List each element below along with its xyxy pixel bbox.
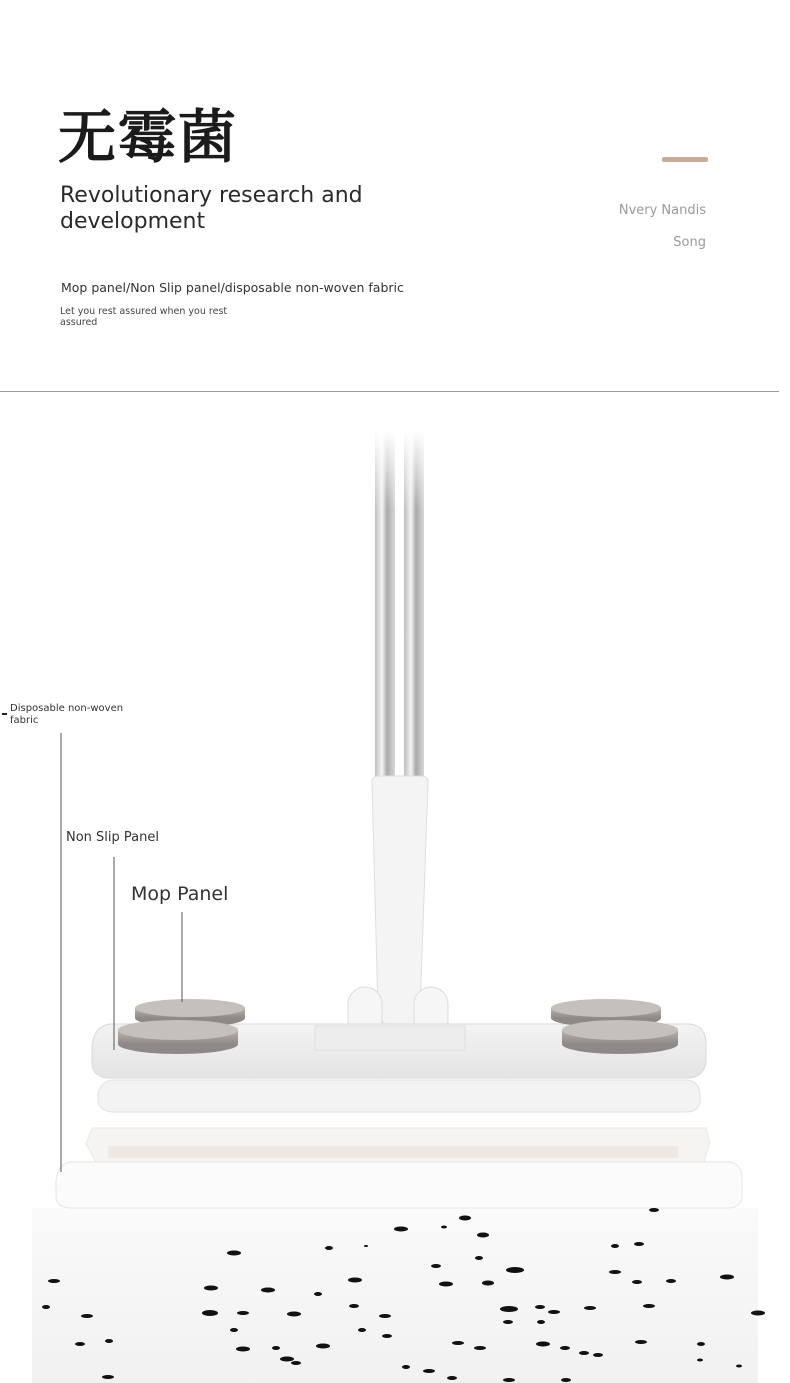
label-mop-panel: Mop Panel <box>131 883 229 905</box>
subtitle: Revolutionary research and development <box>60 183 363 234</box>
label-non-slip-panel: Non Slip Panel <box>66 830 159 845</box>
spin-pad-left-front <box>118 1020 238 1054</box>
tagline: Let you rest assured when you rest assured <box>60 306 228 328</box>
brand-name-line1: Nvery Nandis <box>618 203 706 218</box>
mop-handle-sleeve <box>372 776 428 1028</box>
accent-bar <box>662 157 708 162</box>
page-title: 无霉菌 <box>58 103 239 171</box>
brand-name-line2: Song <box>673 235 706 250</box>
fabric-label-marker <box>2 713 7 715</box>
label-disposable-fabric: Disposable non-woven fabric <box>10 703 124 726</box>
spin-pad-right-front <box>562 1020 678 1054</box>
features-text: Mop panel/Non Slip panel/disposable non-woven fabric <box>61 280 404 295</box>
mop-product-illustration <box>0 392 790 1383</box>
non-slip-panel <box>98 1080 700 1112</box>
bottom-fabric-sheet <box>56 1162 742 1208</box>
floor-area <box>32 1208 758 1383</box>
